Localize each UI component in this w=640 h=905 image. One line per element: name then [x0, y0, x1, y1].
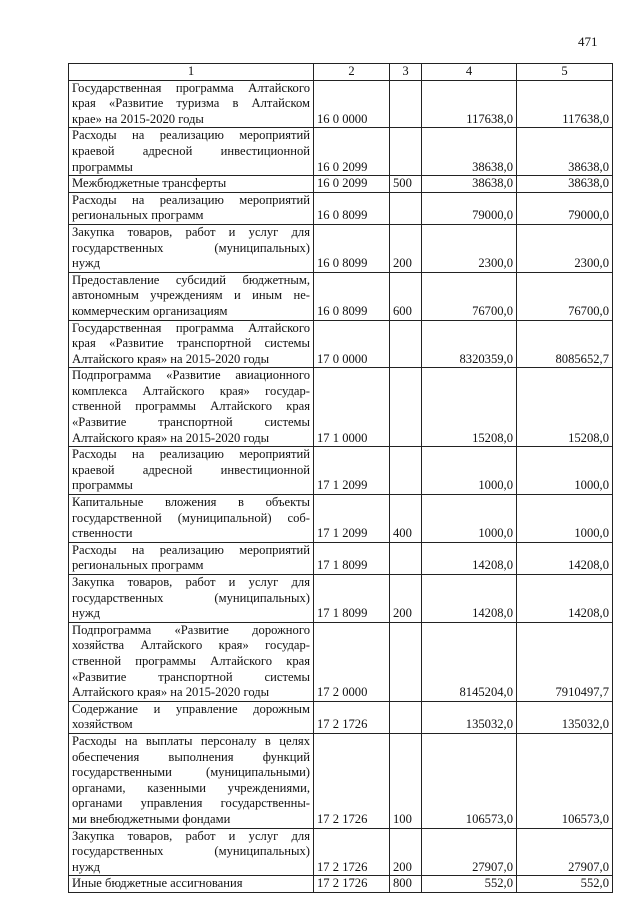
description-line: органами управления государственны-	[72, 796, 310, 811]
row-amount-col4: 38638,0	[422, 128, 517, 176]
header-col-2: 2	[314, 64, 390, 81]
description-line: Государственная программа Алтайского	[72, 80, 310, 95]
row-amount-col4: 117638,0	[422, 80, 517, 128]
row-amount-col4: 27907,0	[422, 828, 517, 876]
row-description	[69, 575, 314, 623]
table-row	[69, 876, 613, 893]
row-code: 16 0 8099	[314, 192, 390, 224]
description-line: Закупка товаров, работ и услуг для	[72, 828, 310, 843]
row-amount-col4: 8145204,0	[422, 622, 517, 701]
description-line: обеспечения выполнения функций	[72, 749, 310, 764]
table-row	[69, 701, 613, 733]
description-line: ми внебюджетными фондами	[72, 811, 231, 826]
row-code: 17 2 1726	[314, 828, 390, 876]
description-line: «Развитие транспортной системы	[72, 415, 310, 430]
row-amount-col4: 1000,0	[422, 447, 517, 495]
description-line: ственности	[72, 526, 133, 541]
row-amount-col5: 1000,0	[517, 447, 613, 495]
row-amount-col5: 106573,0	[517, 733, 613, 828]
row-code: 17 1 8099	[314, 542, 390, 574]
description-line: Расходы на реализацию мероприятий	[72, 128, 310, 143]
description-line: программы	[72, 478, 133, 493]
row-code: 16 0 8099	[314, 224, 390, 272]
row-expense-type	[390, 192, 422, 224]
table-row	[69, 575, 613, 623]
row-code: 16 0 2099	[314, 128, 390, 176]
row-description	[69, 192, 314, 224]
description-line: коммерческим организациям	[72, 303, 228, 318]
row-description	[69, 701, 314, 733]
description-line: Алтайского края» на 2015-2020 годы	[72, 430, 270, 445]
description-line: государственными (муниципальными)	[72, 765, 310, 780]
page-number: 471	[578, 34, 598, 49]
row-amount-col4: 76700,0	[422, 272, 517, 320]
row-description	[69, 447, 314, 495]
description-line: нужд	[72, 859, 100, 874]
header-col-3: 3	[390, 64, 422, 81]
description-line: Расходы на реализацию мероприятий	[72, 447, 310, 462]
row-code: 17 1 2099	[314, 447, 390, 495]
row-code: 17 1 0000	[314, 368, 390, 447]
header-col-1: 1	[69, 64, 314, 81]
row-expense-type	[390, 622, 422, 701]
table-row	[69, 176, 613, 193]
description-line: «Развитие транспортной системы	[72, 669, 310, 684]
row-amount-col5: 117638,0	[517, 80, 613, 128]
table-row	[69, 128, 613, 176]
row-amount-col5: 38638,0	[517, 176, 613, 193]
row-description	[69, 272, 314, 320]
row-description	[69, 128, 314, 176]
row-expense-type: 600	[390, 272, 422, 320]
description-line: Содержание и управление дорожным	[72, 701, 310, 716]
header-col-4: 4	[422, 64, 517, 81]
table-row	[69, 733, 613, 828]
row-expense-type	[390, 368, 422, 447]
row-code: 16 0 0000	[314, 80, 390, 128]
description-line: органами, казенными учреждениями,	[72, 780, 310, 795]
row-amount-col5: 135032,0	[517, 701, 613, 733]
description-line: хозяйства Алтайского края» государ-	[72, 638, 310, 653]
row-amount-col5: 552,0	[517, 876, 613, 893]
row-expense-type	[390, 320, 422, 368]
table-row	[69, 224, 613, 272]
row-description	[69, 80, 314, 128]
description-line: региональных программ	[72, 208, 204, 223]
row-amount-col4: 2300,0	[422, 224, 517, 272]
row-amount-col4: 106573,0	[422, 733, 517, 828]
row-amount-col5: 76700,0	[517, 272, 613, 320]
row-code: 17 2 1726	[314, 701, 390, 733]
row-amount-col5: 27907,0	[517, 828, 613, 876]
table-row	[69, 320, 613, 368]
description-line: Государственная программа Алтайского	[72, 320, 310, 335]
row-description	[69, 320, 314, 368]
description-line: государственных (муниципальных)	[72, 240, 310, 255]
row-code: 16 0 2099	[314, 176, 390, 193]
row-amount-col4: 552,0	[422, 876, 517, 893]
row-amount-col5: 14208,0	[517, 575, 613, 623]
table-row	[69, 542, 613, 574]
row-expense-type: 200	[390, 224, 422, 272]
row-expense-type: 200	[390, 828, 422, 876]
description-line: хозяйством	[72, 717, 133, 732]
row-amount-col4: 79000,0	[422, 192, 517, 224]
description-line: нужд	[72, 256, 100, 271]
budget-table	[68, 63, 613, 893]
description-line: государственной (муниципальной) соб-	[72, 510, 310, 525]
row-expense-type	[390, 701, 422, 733]
row-expense-type	[390, 128, 422, 176]
description-line: государственных (муниципальных)	[72, 844, 310, 859]
row-code: 17 2 1726	[314, 876, 390, 893]
row-code: 17 1 2099	[314, 495, 390, 543]
description-line: Предоставление субсидий бюджетным,	[72, 272, 310, 287]
row-amount-col4: 8320359,0	[422, 320, 517, 368]
row-amount-col4: 15208,0	[422, 368, 517, 447]
table-row	[69, 192, 613, 224]
row-code: 17 1 8099	[314, 575, 390, 623]
row-expense-type: 100	[390, 733, 422, 828]
header-col-5: 5	[517, 64, 613, 81]
description-line: автономным учреждениям и иным не-	[72, 288, 310, 303]
description-line: Расходы на реализацию мероприятий	[72, 542, 310, 557]
row-code: 16 0 8099	[314, 272, 390, 320]
table-row	[69, 828, 613, 876]
table-row	[69, 368, 613, 447]
row-amount-col4: 38638,0	[422, 176, 517, 193]
row-amount-col5: 14208,0	[517, 542, 613, 574]
row-expense-type	[390, 447, 422, 495]
row-description	[69, 495, 314, 543]
row-amount-col5: 1000,0	[517, 495, 613, 543]
table-header-row	[69, 64, 613, 81]
row-amount-col4: 14208,0	[422, 542, 517, 574]
row-expense-type	[390, 80, 422, 128]
row-amount-col4: 135032,0	[422, 701, 517, 733]
description-line: комплекса Алтайского края» государ-	[72, 383, 310, 398]
row-description	[69, 224, 314, 272]
row-code: 17 2 0000	[314, 622, 390, 701]
row-amount-col4: 1000,0	[422, 495, 517, 543]
description-line: Закупка товаров, работ и услуг для	[72, 224, 310, 239]
description-line: Расходы на выплаты персоналу в целях	[72, 733, 310, 748]
description-line: Подпрограмма «Развитие авиационного	[72, 368, 310, 383]
description-line: Алтайского края» на 2015-2020 годы	[72, 351, 270, 366]
row-expense-type: 200	[390, 575, 422, 623]
description-line: региональных программ	[72, 558, 204, 573]
row-amount-col4: 14208,0	[422, 575, 517, 623]
description-line: Межбюджетные трансферты	[72, 176, 227, 191]
description-line: края «Развитие транспортной системы	[72, 336, 310, 351]
row-description	[69, 733, 314, 828]
description-line: края «Развитие туризма в Алтайском	[72, 96, 310, 111]
row-amount-col5: 7910497,7	[517, 622, 613, 701]
description-line: нужд	[72, 606, 100, 621]
row-expense-type: 500	[390, 176, 422, 193]
row-amount-col5: 2300,0	[517, 224, 613, 272]
table-row	[69, 272, 613, 320]
table-row	[69, 80, 613, 128]
description-line: ственной программы Алтайского края	[72, 399, 310, 414]
row-description	[69, 828, 314, 876]
table-row	[69, 447, 613, 495]
description-line: Закупка товаров, работ и услуг для	[72, 575, 310, 589]
row-amount-col5: 15208,0	[517, 368, 613, 447]
description-line: краевой адресной инвестиционной	[72, 143, 310, 158]
row-amount-col5: 38638,0	[517, 128, 613, 176]
row-amount-col5: 79000,0	[517, 192, 613, 224]
description-line: крае» на 2015-2020 годы	[72, 111, 204, 126]
row-expense-type: 400	[390, 495, 422, 543]
row-expense-type	[390, 542, 422, 574]
description-line: государственных (муниципальных)	[72, 590, 310, 605]
row-code: 17 2 1726	[314, 733, 390, 828]
row-description	[69, 368, 314, 447]
description-line: Иные бюджетные ассигнования	[72, 876, 243, 891]
description-line: Подпрограмма «Развитие дорожного	[72, 622, 310, 637]
description-line: краевой адресной инвестиционной	[72, 462, 310, 477]
row-description	[69, 876, 314, 893]
description-line: Капитальные вложения в объекты	[72, 495, 310, 510]
row-description	[69, 622, 314, 701]
row-expense-type: 800	[390, 876, 422, 893]
row-description	[69, 176, 314, 193]
row-code: 17 0 0000	[314, 320, 390, 368]
description-line: Алтайского края» на 2015-2020 годы	[72, 685, 270, 700]
description-line: ственной программы Алтайского края	[72, 653, 310, 668]
table-row	[69, 495, 613, 543]
table-row	[69, 622, 613, 701]
description-line: программы	[72, 159, 133, 174]
row-amount-col5: 8085652,7	[517, 320, 613, 368]
description-line: Расходы на реализацию мероприятий	[72, 192, 310, 207]
row-description	[69, 542, 314, 574]
